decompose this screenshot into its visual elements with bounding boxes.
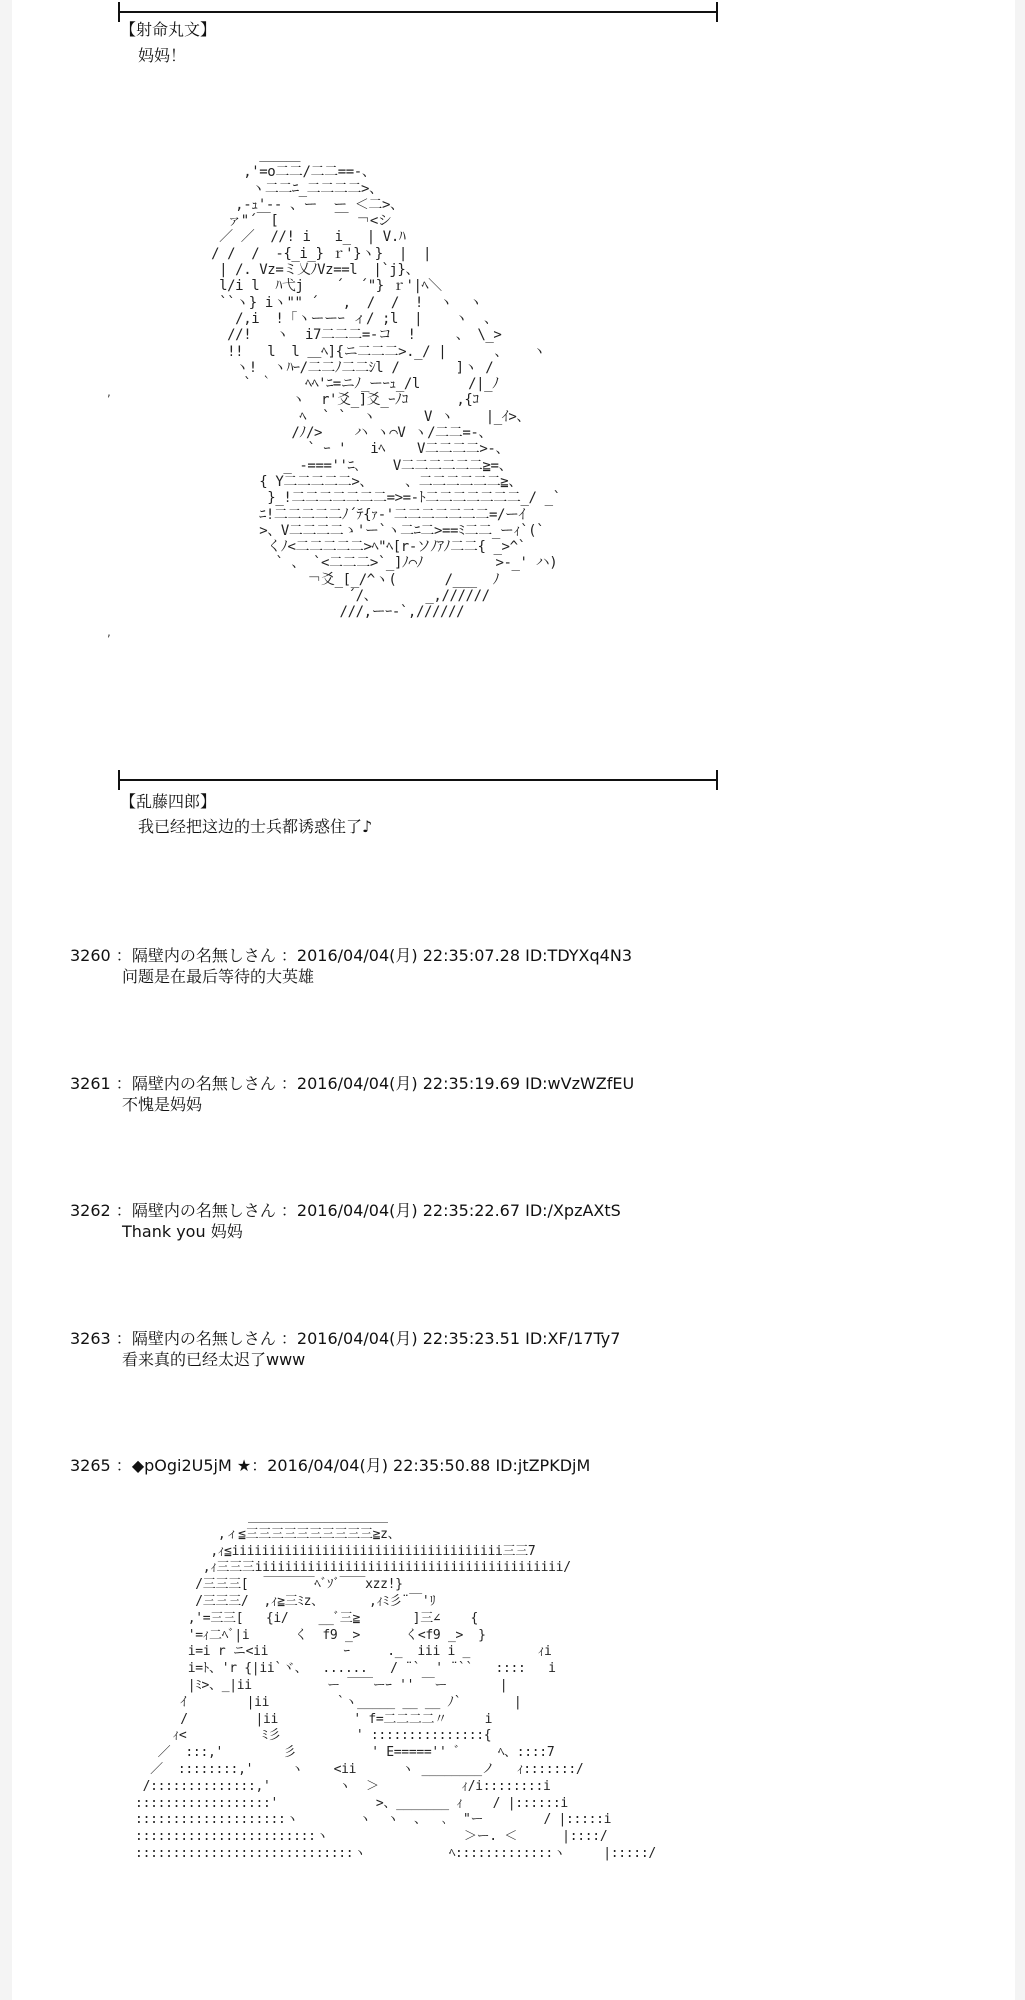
thread-post xyxy=(70,945,632,987)
post-header: 3265 ：◆pOgi2U5jM ★：2016/04/04(月) 22:35:50.88 ID:jtZPKDjM xyxy=(70,1456,591,1475)
post-id: ID:XF/17Ty7 xyxy=(525,1329,621,1348)
thread-post xyxy=(70,1200,621,1242)
thread-post xyxy=(70,1328,620,1370)
post-author: 隔壁内の名無しさん xyxy=(131,1329,276,1348)
post-number: 3261 xyxy=(70,1074,111,1093)
post-body: Thank you 妈妈 xyxy=(122,1222,243,1241)
post-id: ID:/XpzAXtS xyxy=(525,1201,621,1220)
divider-tick-left xyxy=(118,2,120,22)
post-header: 3263 ：隔壁内の名無しさん ：2016/04/04(月) 22:35:23.51 ID:XF/17Ty7 xyxy=(70,1329,621,1348)
speaker-label: 【乱藤四郎】 xyxy=(120,792,217,811)
scene-divider-top xyxy=(112,2,724,22)
stray-dot: , xyxy=(107,385,111,399)
post-datetime: 2016/04/04(月) 22:35:22.67 xyxy=(296,1201,521,1220)
post-header: 3261 ：隔壁内の名無しさん ：2016/04/04(月) 22:35:19.69 ID:wVzWZfEU xyxy=(70,1074,635,1093)
divider-tick-right xyxy=(716,2,718,22)
post-id: ID:TDYXq4N3 xyxy=(525,946,632,965)
divider-tick-left xyxy=(118,770,120,790)
speaker-label: 【射命丸文】 xyxy=(120,20,217,39)
divider-tick-right xyxy=(716,770,718,790)
post-id: ID:jtZPKDjM xyxy=(495,1456,591,1475)
thread-post xyxy=(70,1073,634,1115)
post-datetime: 2016/04/04(月) 22:35:50.88 xyxy=(267,1456,491,1475)
post-number: 3265 xyxy=(70,1456,111,1475)
ascii-art-character: ＿＿＿ ,'=o二二/二二==-、 ヽ二二ﾆ_二二二二>、 ,-ｭ'-- 、ー ー ＜二>、 ァ"´￣[ ￣ ￢<シ ／ ／ //! i i_ | V.ﾊ / / / -{_i_} ｒ'}ヽ} | | | /. Vz=ミ乂ﾉVz==l |`j}、 l/i l ﾊ弋j ´ ´"} ｒ'|ﾍ＼ ``ヽ} iヽ"" ´ , / / ! ヽ ヽ /,i !「ヽーーｰ ィ/ ;l | ヽ 、 //! ヽ i7二二二=-コ ! 、 \_> !! l l ＿ﾍ]{ニ二二二>._/ | 、 ヽ ヽ! ヽﾊｰ/二二ﾉ二二ｼl / ]ヽ / ` ｀ ﾍﾍ'ﾆ=ニﾉ_ーｰｭ_/l /|_ﾉ ヽ r'爻_]爻_ｰﾉｺ ,{ｺ ﾍ ` ` ヽ V ヽ |_ｲ>、 /ﾉ/> ハ ヽ⌒V ヽ/二二=-、 ` ｰ ' iﾍ V二二二二>-、 _ -===''ﾆ､ V二二二二二二≧=、 { Y二二二二二>、 、二二二二二二≧、 }_!二二二二二二二=>=-ﾄ二二二二二二二_/ _` ﾆ!二二二二二ﾉ´ﾃ{ｧ-'二二二二二二二=/ーｲ >、V二二二二ゝ'ー`ヽ二ﾆ二>==ﾐ二二_ーｨ`(` くﾉ<二二二二二>ﾍ"ﾍ[r-ソﾉｱﾉ二二{ _>^` ` 、 `<二二二>`_]ﾉ⌒ﾉ >-_' ハ) ￢爻_[_/^ヽ( /___ ﾉ ´/、 _,////// ///,ーｰ-`,////// xyxy=(211,148,561,621)
divider-line xyxy=(118,779,718,781)
thread-page xyxy=(12,0,1015,2000)
divider-line xyxy=(118,11,718,13)
post-body: 问题是在最后等待的大英雄 xyxy=(122,967,315,986)
post-author: 隔壁内の名無しさん xyxy=(131,1201,276,1220)
stray-dot: , xyxy=(107,625,111,639)
speech-line: 我已经把这边的士兵都诱惑住了♪ xyxy=(138,817,373,836)
post-number: 3260 xyxy=(70,946,111,965)
post-number: 3263 xyxy=(70,1329,111,1348)
post-datetime: 2016/04/04(月) 22:35:19.69 xyxy=(296,1074,521,1093)
post-body: 不愧是妈妈 xyxy=(122,1095,203,1114)
post-id: ID:wVzWZfEU xyxy=(525,1074,635,1093)
post-body: 看来真的已经太迟了www xyxy=(122,1350,306,1369)
ascii-art-character: ＿＿＿＿＿＿＿＿＿＿＿ ,ィ≦三三三三三三三三三三≧z、 ,ｨ≦iiiiiiiiiiiiiiiiiiiiiiiiiiiiiiiiiiii三三7 ,ｨ三三三iiiiiiiiiiiiiiiiiiiiiiiiiiiiiiiiiiiiiiiii/ /三三三[ ￣￣￣￣ﾍﾞｿﾞ￣￣xzz!} /三三三/ ,ｨ≧三ﾐz、 ,ｨﾐ彡¨￣'ﾘ ,'=三三[ {i/ __ﾞ三≧ ]三∠ { '=ｨ二ﾍﾞ|i く f9 _> く<f9 _> } i=i r ニ<ii ｰ ._ iii i _ ｨi i=ﾄ、'r {|ii`ヾ、 ...... / ¨` ' ¨`` :::: i |ﾐ>、_|ii ー ￣￣ーｰ '' ￣ー | ｲ |ii `ヽ_____ __ __ ﾉ` | / |ii ' f=二二二二〃 i ｨ< ﾐ彡 ' :::::::::::::::{ ／ :::,' 彡 ' E====='' ﾞ ﾍ、::::7 ／ ::::::::,' ヽ <ii ヽ ________ノ ｨ:::::::/ /::::::::::::::,' ヽ ＞ ｨ/i::::::::i ::::::::::::::::::' >、_______ ｨ / |::::::i ::::::::::::::::::::ヽ ヽ ヽ 、 ､ "ー / |:::::i ::::::::::::::::::::::::ヽ ＞ー. ＜ |::::/ :::::::::::::::::::::::::::::ヽ ﾍ:::::::::::::ヽ |:::::/ xyxy=(135,1510,656,1861)
post-number: 3262 xyxy=(70,1201,111,1220)
scene-divider-middle xyxy=(112,770,724,790)
post-author: ◆pOgi2U5jM ★ xyxy=(131,1456,252,1475)
post-datetime: 2016/04/04(月) 22:35:07.28 xyxy=(296,946,521,965)
post-header: 3262 ：隔壁内の名無しさん ：2016/04/04(月) 22:35:22.67 ID:/XpzAXtS xyxy=(70,1201,621,1220)
speech-line: 妈妈！ xyxy=(138,46,187,65)
post-header: 3260 ：隔壁内の名無しさん ：2016/04/04(月) 22:35:07.28 ID:TDYXq4N3 xyxy=(70,946,632,965)
post-datetime: 2016/04/04(月) 22:35:23.51 xyxy=(296,1329,521,1348)
post-author: 隔壁内の名無しさん xyxy=(131,1074,276,1093)
post-author: 隔壁内の名無しさん xyxy=(131,946,276,965)
thread-post xyxy=(70,1455,590,1476)
